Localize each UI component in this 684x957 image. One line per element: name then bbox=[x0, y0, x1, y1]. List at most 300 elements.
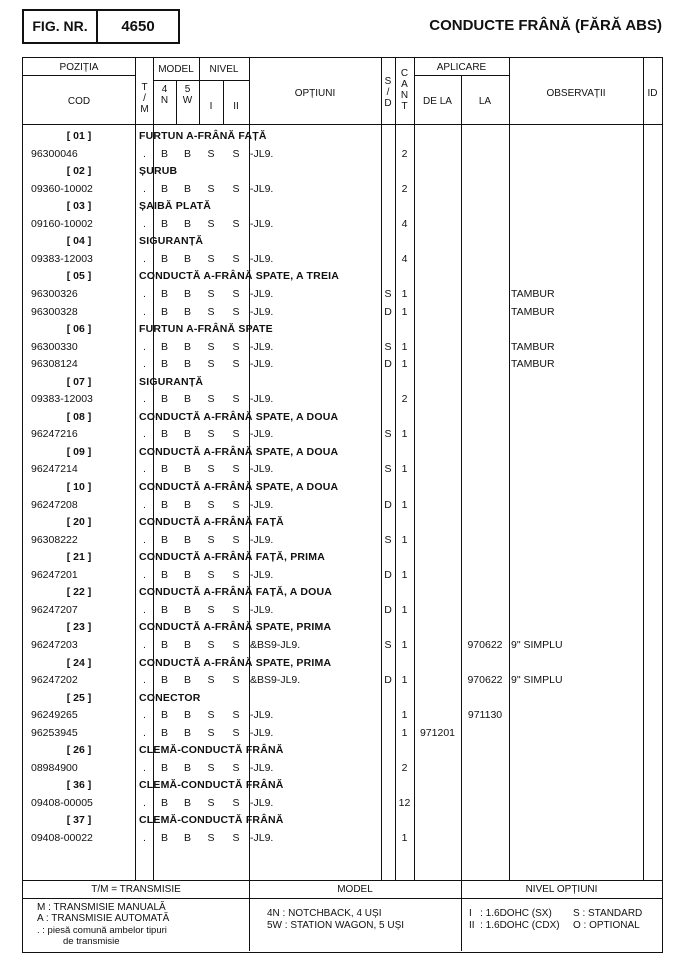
cell-n2: S bbox=[232, 709, 240, 722]
cell-la: 970622 bbox=[467, 674, 503, 687]
part-description: CONDUCTĂ A-FRÂNĂ SPATE, A DOUA bbox=[139, 410, 339, 423]
cell-cod: 96247203 bbox=[31, 638, 78, 651]
model-nivel-underline bbox=[153, 80, 249, 81]
cell-cant: 4 bbox=[401, 252, 408, 265]
cell-n1: S bbox=[207, 638, 215, 651]
cell-sd: S bbox=[384, 340, 392, 353]
cell-n2: S bbox=[232, 603, 240, 616]
header-tm: T / M bbox=[140, 82, 149, 115]
cell-opt: -JL9. bbox=[250, 428, 274, 441]
cell-tm: . bbox=[143, 726, 146, 739]
part-description: CONDUCTĂ A-FRÂNĂ SPATE, A TREIA bbox=[139, 270, 340, 283]
cell-cod: 96300046 bbox=[31, 147, 78, 160]
cell-cant: 1 bbox=[401, 498, 408, 511]
cell-tm: . bbox=[143, 393, 146, 406]
cell-m4: B bbox=[160, 287, 168, 300]
position-number: [ 26 ] bbox=[66, 744, 92, 757]
cell-opt: -JL9. bbox=[250, 568, 274, 581]
cell-tm: . bbox=[143, 252, 146, 265]
cell-cod: 96300328 bbox=[31, 305, 78, 318]
cell-m4: B bbox=[160, 252, 168, 265]
cell-sd: S bbox=[384, 287, 392, 300]
cell-cod: 96300330 bbox=[31, 340, 78, 353]
cell-n1: S bbox=[207, 674, 215, 687]
cell-cod: 96247216 bbox=[31, 428, 78, 441]
cell-n1: S bbox=[207, 761, 215, 774]
cell-n1: S bbox=[207, 287, 215, 300]
legend-tm-dot: . : piesă comună ambelor tipuri bbox=[37, 925, 167, 936]
position-header-row bbox=[23, 742, 662, 760]
cell-cant: 1 bbox=[401, 358, 408, 371]
cell-cant: 1 bbox=[401, 832, 408, 844]
position-number: [ 07 ] bbox=[66, 375, 92, 388]
cell-m4: B bbox=[160, 638, 168, 651]
cell-m4: B bbox=[160, 796, 168, 809]
position-number: [ 24 ] bbox=[66, 656, 92, 669]
cell-tm: . bbox=[143, 498, 146, 511]
position-header-row bbox=[23, 619, 662, 637]
cell-tm: . bbox=[143, 603, 146, 616]
cell-m5: B bbox=[183, 287, 191, 300]
position-number: [ 09 ] bbox=[66, 445, 92, 458]
cell-m4: B bbox=[160, 147, 168, 160]
position-header-row bbox=[23, 374, 662, 392]
table-row bbox=[23, 795, 662, 813]
part-description: CLEMĂ-CONDUCTĂ FRÂNĂ bbox=[139, 779, 284, 792]
cell-n1: S bbox=[207, 796, 215, 809]
position-header-row bbox=[23, 409, 662, 427]
table-row bbox=[23, 286, 662, 304]
cell-m5: B bbox=[183, 463, 191, 476]
cell-m5: B bbox=[183, 217, 191, 230]
cell-cod: 96247207 bbox=[31, 603, 78, 616]
part-description: CONDUCTĂ A-FRÂNĂ SPATE, PRIMA bbox=[139, 621, 332, 634]
cell-n2: S bbox=[232, 147, 240, 160]
cell-n2: S bbox=[232, 287, 240, 300]
header-cod: COD bbox=[67, 96, 91, 107]
figure-number-box bbox=[22, 9, 180, 44]
cell-tm: . bbox=[143, 340, 146, 353]
cell-m5: B bbox=[183, 182, 191, 195]
cell-n2: S bbox=[232, 761, 240, 774]
cell-cod: 09408-00005 bbox=[31, 796, 93, 809]
cell-n1: S bbox=[207, 498, 215, 511]
cell-cod: 09160-10002 bbox=[31, 217, 93, 230]
cell-opt: -JL9. bbox=[250, 252, 274, 265]
legend-model-4n: 4N : NOTCHBACK, 4 UȘI bbox=[267, 908, 382, 919]
cell-sd: S bbox=[384, 428, 392, 441]
cell-cant: 1 bbox=[401, 340, 408, 353]
figure-number: 4650 bbox=[121, 18, 155, 35]
cell-opt: -JL9. bbox=[250, 147, 274, 160]
cell-m5: B bbox=[183, 498, 191, 511]
part-description: CONDUCTĂ A-FRÂNĂ FAȚĂ, A DOUA bbox=[139, 586, 333, 599]
table-row bbox=[23, 461, 662, 479]
part-description: CONDUCTĂ A-FRÂNĂ FAȚĂ, PRIMA bbox=[139, 551, 326, 564]
cell-opt: -JL9. bbox=[250, 796, 274, 809]
cell-cant: 2 bbox=[401, 761, 408, 774]
cell-cod: 96300326 bbox=[31, 287, 78, 300]
cell-sd: S bbox=[384, 638, 392, 651]
cell-opt: &BS9-JL9. bbox=[250, 638, 301, 651]
header-nivel-ii: II bbox=[233, 101, 239, 112]
cell-n2: S bbox=[232, 252, 240, 265]
cell-opt: -JL9. bbox=[250, 340, 274, 353]
cell-sd: S bbox=[384, 533, 392, 546]
cell-opt: -JL9. bbox=[250, 832, 274, 844]
legend-header-line bbox=[23, 898, 662, 899]
cell-opt: -JL9. bbox=[250, 533, 274, 546]
header-cant: C A N T bbox=[400, 68, 409, 112]
table-row bbox=[23, 356, 662, 374]
part-description: ȘURUB bbox=[139, 165, 178, 178]
table-row bbox=[23, 532, 662, 550]
table-row bbox=[23, 497, 662, 515]
cell-n2: S bbox=[232, 832, 240, 844]
cell-opt: -JL9. bbox=[250, 498, 274, 511]
parts-table bbox=[22, 57, 663, 881]
table-row bbox=[23, 426, 662, 444]
cell-n2: S bbox=[232, 498, 240, 511]
cell-m4: B bbox=[160, 498, 168, 511]
cell-m5: B bbox=[183, 796, 191, 809]
cell-n1: S bbox=[207, 340, 215, 353]
cell-m4: B bbox=[160, 674, 168, 687]
position-header-row bbox=[23, 812, 662, 830]
cell-cod: 96247202 bbox=[31, 674, 78, 687]
position-number: [ 22 ] bbox=[66, 586, 92, 599]
table-row bbox=[23, 760, 662, 778]
cell-m4: B bbox=[160, 182, 168, 195]
cell-m5: B bbox=[183, 726, 191, 739]
page-title: CONDUCTE FRÂNĂ (FĂRĂ ABS) bbox=[429, 17, 662, 34]
cell-cod: 09408-00022 bbox=[31, 832, 93, 844]
cell-cant: 1 bbox=[401, 568, 408, 581]
cell-m4: B bbox=[160, 305, 168, 318]
table-row bbox=[23, 602, 662, 620]
position-header-row bbox=[23, 549, 662, 567]
table-row bbox=[23, 637, 662, 655]
part-description: CONDUCTĂ A-FRÂNĂ SPATE, A DOUA bbox=[139, 481, 339, 493]
part-description: FURTUN A-FRÂNĂ SPATE bbox=[139, 323, 273, 336]
legend-model-title: MODEL bbox=[337, 884, 373, 895]
position-number: [ 06 ] bbox=[66, 323, 92, 336]
position-number: [ 03 ] bbox=[66, 200, 92, 213]
cell-n1: S bbox=[207, 726, 215, 739]
header-nivel-i: I bbox=[209, 101, 213, 112]
figure-label: FIG. NR. bbox=[24, 11, 98, 42]
cell-m5: B bbox=[183, 340, 191, 353]
position-header-row bbox=[23, 321, 662, 339]
position-header-row bbox=[23, 444, 662, 462]
table-row bbox=[23, 251, 662, 269]
cell-n1: S bbox=[207, 358, 215, 371]
cell-n1: S bbox=[207, 182, 215, 195]
position-number: [ 37 ] bbox=[66, 814, 92, 827]
cell-cod: 96308222 bbox=[31, 533, 78, 546]
cell-n2: S bbox=[232, 305, 240, 318]
cell-m5: B bbox=[183, 252, 191, 265]
position-header-row bbox=[23, 198, 662, 216]
cell-m5: B bbox=[183, 393, 191, 406]
position-number: [ 08 ] bbox=[66, 410, 92, 423]
cell-n1: S bbox=[207, 533, 215, 546]
cell-opt: &BS9-JL9. bbox=[250, 674, 301, 687]
position-header-row bbox=[23, 479, 662, 497]
position-header-row bbox=[23, 690, 662, 708]
table-row bbox=[23, 146, 662, 164]
cell-m5: B bbox=[183, 568, 191, 581]
cell-opt: -JL9. bbox=[250, 709, 274, 722]
cell-tm: . bbox=[143, 358, 146, 371]
cell-cant: 1 bbox=[401, 533, 408, 546]
cell-n2: S bbox=[232, 393, 240, 406]
cell-tm: . bbox=[143, 182, 146, 195]
table-row bbox=[23, 707, 662, 725]
table-row bbox=[23, 725, 662, 743]
table-row bbox=[23, 181, 662, 199]
cell-m5: B bbox=[183, 428, 191, 441]
position-header-row bbox=[23, 268, 662, 286]
part-description: SIGURANȚĂ bbox=[139, 375, 204, 388]
cell-la: 971130 bbox=[467, 709, 503, 722]
cell-m5: B bbox=[183, 709, 191, 722]
cell-n2: S bbox=[232, 568, 240, 581]
cell-obs: TAMBUR bbox=[511, 287, 555, 300]
cell-n2: S bbox=[232, 674, 240, 687]
cell-m4: B bbox=[160, 393, 168, 406]
part-description: FURTUN A-FRÂNĂ FAȚĂ bbox=[139, 130, 267, 142]
cell-cod: 96247214 bbox=[31, 463, 78, 476]
cell-cant: 1 bbox=[401, 709, 408, 722]
cell-m4: B bbox=[160, 709, 168, 722]
cell-m5: B bbox=[183, 603, 191, 616]
part-description: ȘAIBĂ PLATĂ bbox=[139, 200, 212, 213]
position-header-row bbox=[23, 514, 662, 532]
position-header-row bbox=[23, 584, 662, 602]
cell-m5: B bbox=[183, 358, 191, 371]
cell-dela: 971201 bbox=[419, 726, 456, 739]
legend-tm-dot2: de transmisie bbox=[63, 936, 120, 947]
cell-cant: 12 bbox=[398, 796, 411, 809]
header-bottom-line bbox=[23, 124, 662, 125]
cell-tm: . bbox=[143, 428, 146, 441]
cell-tm: . bbox=[143, 147, 146, 160]
cell-n2: S bbox=[232, 533, 240, 546]
position-number: [ 02 ] bbox=[66, 165, 92, 178]
header-la: LA bbox=[478, 96, 492, 107]
cell-tm: . bbox=[143, 796, 146, 809]
cell-m5: B bbox=[183, 674, 191, 687]
cell-m4: B bbox=[160, 832, 168, 844]
cell-cant: 2 bbox=[401, 182, 408, 195]
part-description: CONECTOR bbox=[139, 691, 201, 704]
part-description: SIGURANȚĂ bbox=[139, 235, 204, 248]
position-header-row bbox=[23, 233, 662, 251]
part-description: CLEMĂ-CONDUCTĂ FRÂNĂ bbox=[139, 814, 284, 827]
cell-sd: D bbox=[384, 358, 392, 371]
cell-cod: 09383-12003 bbox=[31, 393, 93, 406]
cell-sd: D bbox=[384, 674, 392, 687]
cell-m4: B bbox=[160, 533, 168, 546]
cell-opt: -JL9. bbox=[250, 358, 274, 371]
cell-cod: 96308124 bbox=[31, 358, 78, 371]
cell-n1: S bbox=[207, 147, 215, 160]
cell-opt: -JL9. bbox=[250, 182, 274, 195]
cell-n1: S bbox=[207, 603, 215, 616]
cell-n1: S bbox=[207, 463, 215, 476]
part-description: CONDUCTĂ A-FRÂNĂ SPATE, A DOUA bbox=[139, 445, 339, 458]
cell-cant: 2 bbox=[401, 147, 408, 160]
position-header-row bbox=[23, 777, 662, 795]
header-nivel: NIVEL bbox=[209, 64, 239, 75]
legend-tm-a: A : TRANSMISIE AUTOMATĂ bbox=[37, 913, 170, 924]
position-number: [ 21 ] bbox=[66, 551, 92, 564]
cell-n1: S bbox=[207, 393, 215, 406]
legend-nivel-i: I : 1.6DOHC (SX) bbox=[469, 908, 552, 919]
cell-n2: S bbox=[232, 428, 240, 441]
cell-cant: 1 bbox=[401, 726, 408, 739]
cell-m5: B bbox=[183, 147, 191, 160]
cell-cant: 1 bbox=[401, 638, 408, 651]
cell-n1: S bbox=[207, 832, 215, 844]
cell-cod: 09383-12003 bbox=[31, 252, 93, 265]
cell-n1: S bbox=[207, 217, 215, 230]
cell-m4: B bbox=[160, 340, 168, 353]
position-header-row bbox=[23, 128, 662, 146]
cell-opt: -JL9. bbox=[250, 217, 274, 230]
cell-m4: B bbox=[160, 463, 168, 476]
cell-n1: S bbox=[207, 252, 215, 265]
legend-nivel-s: S : STANDARD bbox=[573, 908, 643, 919]
cell-tm: . bbox=[143, 709, 146, 722]
cell-obs: 9" SIMPLU bbox=[511, 674, 563, 687]
legend-tm-title: T/M = TRANSMISIE bbox=[91, 884, 181, 895]
header-model-5w: 5 W bbox=[182, 84, 193, 106]
cell-m4: B bbox=[160, 726, 168, 739]
table-row bbox=[23, 672, 662, 690]
table-row bbox=[23, 216, 662, 234]
cell-m4: B bbox=[160, 761, 168, 774]
cell-sd: S bbox=[384, 463, 392, 476]
cell-n1: S bbox=[207, 568, 215, 581]
table-row bbox=[23, 304, 662, 322]
cell-m4: B bbox=[160, 568, 168, 581]
cell-tm: . bbox=[143, 568, 146, 581]
cell-obs: TAMBUR bbox=[511, 358, 555, 371]
header-pozitia: POZIȚIA bbox=[59, 62, 99, 73]
header-model: MODEL bbox=[158, 64, 194, 75]
cell-obs: 9" SIMPLU bbox=[511, 638, 563, 651]
cell-m5: B bbox=[183, 638, 191, 651]
cell-cant: 1 bbox=[401, 463, 408, 476]
part-description: CONDUCTĂ A-FRÂNĂ SPATE, PRIMA bbox=[139, 656, 332, 669]
table-row bbox=[23, 567, 662, 585]
legend-box bbox=[22, 881, 663, 953]
legend-tm-m: M : TRANSMISIE MANUALĂ bbox=[37, 902, 166, 913]
cell-tm: . bbox=[143, 287, 146, 300]
cell-n1: S bbox=[207, 428, 215, 441]
position-number: [ 10 ] bbox=[66, 481, 92, 493]
cell-opt: -JL9. bbox=[250, 393, 274, 406]
legend-model-5w: 5W : STATION WAGON, 5 UȘI bbox=[267, 920, 405, 931]
cell-cod: 96247208 bbox=[31, 498, 78, 511]
cell-cant: 4 bbox=[401, 217, 408, 230]
cell-cant: 2 bbox=[401, 393, 408, 406]
cell-cant: 1 bbox=[401, 287, 408, 300]
cell-cant: 1 bbox=[401, 603, 408, 616]
table-row bbox=[23, 391, 662, 409]
position-number: [ 04 ] bbox=[66, 235, 92, 248]
cell-n2: S bbox=[232, 217, 240, 230]
header-observatii: OBSERVAȚII bbox=[546, 88, 606, 99]
cell-m4: B bbox=[160, 428, 168, 441]
cell-cant: 1 bbox=[401, 674, 408, 687]
cell-tm: . bbox=[143, 217, 146, 230]
position-header-row bbox=[23, 163, 662, 181]
cell-tm: . bbox=[143, 761, 146, 774]
cell-tm: . bbox=[143, 533, 146, 546]
position-number: [ 20 ] bbox=[66, 516, 92, 529]
cell-cant: 1 bbox=[401, 305, 408, 318]
position-number: [ 23 ] bbox=[66, 621, 92, 634]
cell-opt: -JL9. bbox=[250, 726, 274, 739]
header-aplicare: APLICARE bbox=[436, 62, 487, 73]
cell-m4: B bbox=[160, 217, 168, 230]
cell-obs: TAMBUR bbox=[511, 305, 555, 318]
header-model-4n: 4 N bbox=[160, 84, 169, 106]
header-optiuni: OPȚIUNI bbox=[294, 88, 336, 99]
position-number: [ 01 ] bbox=[66, 130, 92, 142]
cell-cod: 09360-10002 bbox=[31, 182, 93, 195]
cell-m5: B bbox=[183, 533, 191, 546]
part-description: CLEMĂ-CONDUCTĂ FRÂNĂ bbox=[139, 744, 284, 757]
cell-m4: B bbox=[160, 358, 168, 371]
cell-n2: S bbox=[232, 463, 240, 476]
legend-nivel-ii: II : 1.6DOHC (CDX) bbox=[469, 920, 560, 931]
cell-tm: . bbox=[143, 674, 146, 687]
cell-cod: 08984900 bbox=[31, 761, 78, 774]
cell-m4: B bbox=[160, 603, 168, 616]
header-de-la: DE LA bbox=[423, 96, 452, 107]
part-description: CONDUCTĂ A-FRÂNĂ FAȚĂ bbox=[139, 516, 284, 529]
cell-n1: S bbox=[207, 305, 215, 318]
legend-nivel-title: NIVEL OPȚIUNI bbox=[525, 884, 598, 895]
legend-nivel-o: O : OPTIONAL bbox=[573, 920, 640, 931]
cell-cant: 1 bbox=[401, 428, 408, 441]
cell-la: 970622 bbox=[467, 638, 503, 651]
cell-n2: S bbox=[232, 182, 240, 195]
cell-sd: D bbox=[384, 603, 392, 616]
cell-tm: . bbox=[143, 832, 146, 844]
cell-m5: B bbox=[183, 761, 191, 774]
cell-n2: S bbox=[232, 726, 240, 739]
pozitia-underline bbox=[23, 75, 135, 76]
cell-obs: TAMBUR bbox=[511, 340, 555, 353]
table-row bbox=[23, 830, 662, 848]
cell-sd: D bbox=[384, 305, 392, 318]
cell-opt: -JL9. bbox=[250, 603, 274, 616]
cell-n2: S bbox=[232, 638, 240, 651]
cell-sd: D bbox=[384, 498, 392, 511]
position-number: [ 36 ] bbox=[66, 779, 92, 792]
cell-cod: 96249265 bbox=[31, 709, 78, 722]
cell-sd: D bbox=[384, 568, 392, 581]
position-number: [ 05 ] bbox=[66, 270, 92, 283]
cell-opt: -JL9. bbox=[250, 287, 274, 300]
header-sd: S / D bbox=[384, 76, 392, 109]
cell-tm: . bbox=[143, 305, 146, 318]
